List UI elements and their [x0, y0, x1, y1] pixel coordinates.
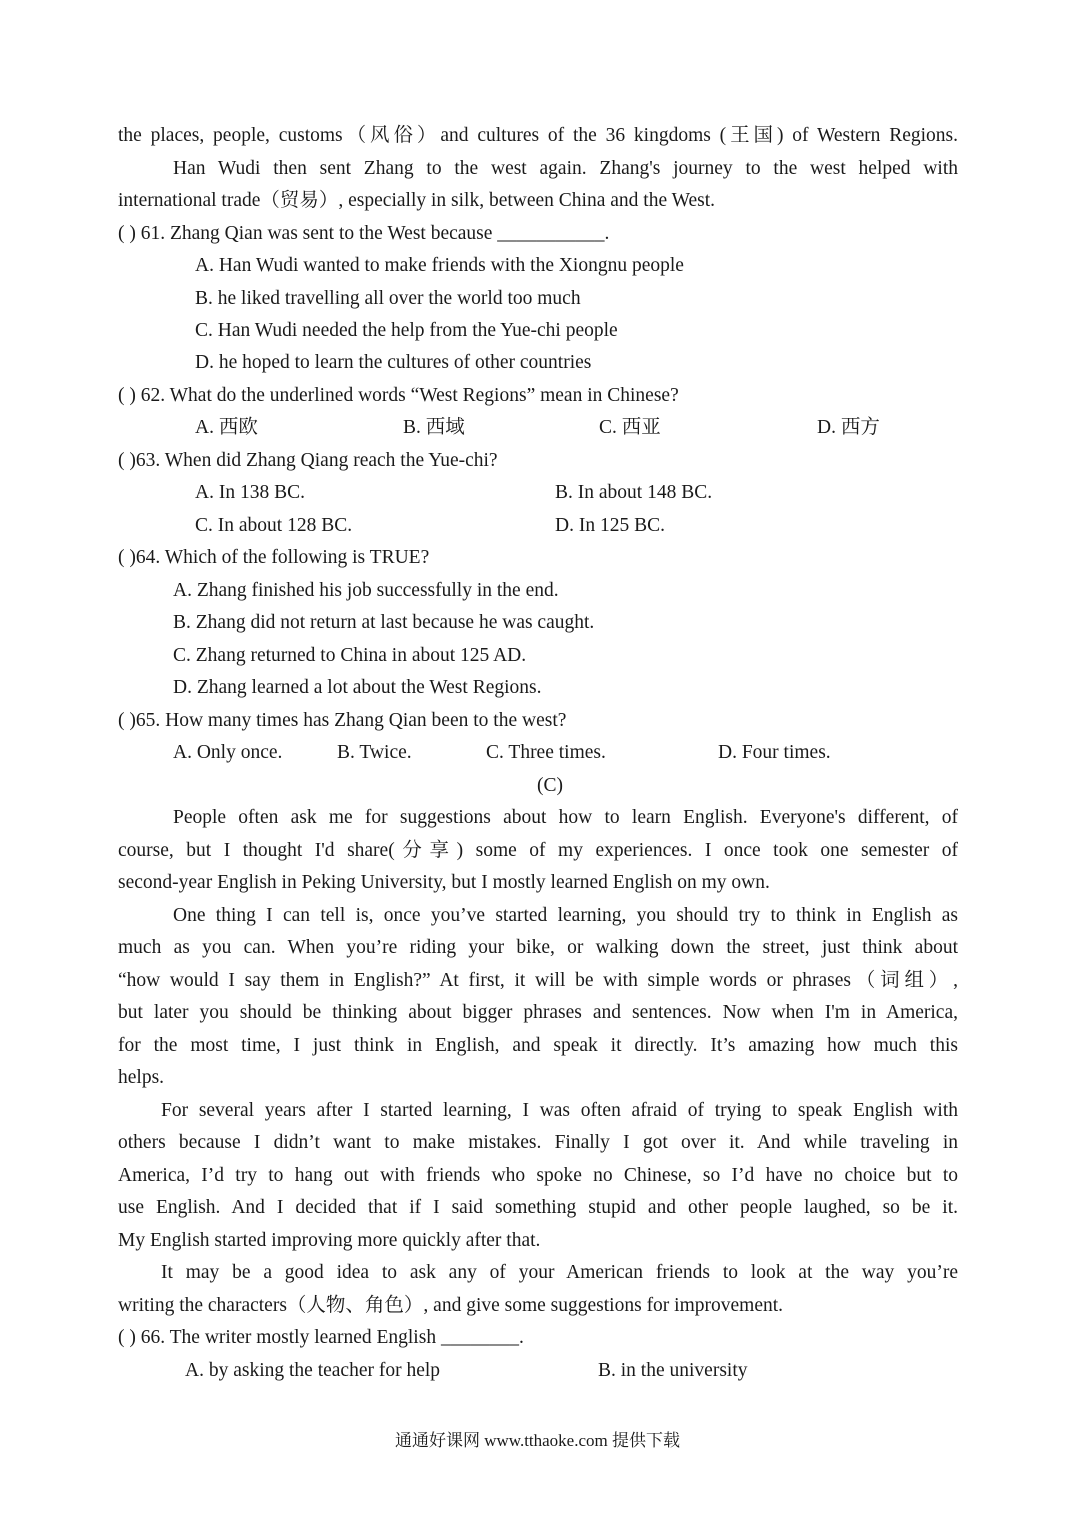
passage-line: helps. — [118, 1067, 165, 1088]
answer-option: D. Zhang learned a lot about the West Regions. — [173, 677, 542, 698]
answer-option: C. Han Wudi needed the help from the Yue-chi people — [195, 320, 618, 341]
passage-line: writing the characters（人物、角色）, and give some suggestions for improvement. — [118, 1295, 784, 1316]
passage-line: For several years after I started learning, I was often afraid of trying to speak English with — [161, 1100, 958, 1121]
passage-line: course, but I thought I'd share(分享) some of my experiences. I once took one semester of — [118, 840, 958, 861]
section-heading: (C) — [537, 775, 563, 796]
answer-option: C. Three times. — [486, 742, 606, 763]
passage-line: One thing I can tell is, once you’ve started learning, you should try to think in English as — [173, 905, 958, 926]
passage-line: but later you should be thinking about bigger phrases and sentences. Now when I'm in America, — [118, 1002, 958, 1023]
passage-line: “how would I say them in English?” At first, it will be with simple words or phrases（词组）, — [118, 970, 958, 991]
page-footer: 通通好课网 www.tthaoke.com 提供下载 — [394, 1431, 681, 1450]
answer-option: B. In about 148 BC. — [555, 482, 713, 503]
answer-option: A. Han Wudi wanted to make friends with the Xiongnu people — [195, 255, 684, 276]
question-stem: ( ) 62. What do the underlined words “West Regions” mean in Chinese? — [118, 385, 679, 406]
answer-option: B. 西域 — [403, 417, 465, 438]
passage-line: others because I didn’t want to make mistakes. Finally I got over it. And while traveling in — [118, 1132, 958, 1153]
answer-option: B. he liked travelling all over the world too much — [195, 288, 581, 309]
answer-option: A. Zhang finished his job successfully in the end. — [173, 580, 559, 601]
answer-option: C. 西亚 — [599, 417, 661, 438]
question-stem: ( )63. When did Zhang Qiang reach the Yue-chi? — [118, 450, 498, 471]
answer-option: B. Zhang did not return at last because he was caught. — [173, 612, 595, 633]
passage-line: America, I’d try to hang out with friends who spoke no Chinese, so I’d have no choice but to — [118, 1165, 958, 1186]
passage-line: international trade（贸易）, especially in silk, between China and the West. — [118, 190, 715, 211]
passage-line: second-year English in Peking University, but I mostly learned English on my own. — [118, 872, 770, 893]
answer-option: B. Twice. — [337, 742, 412, 763]
answer-option: A. In 138 BC. — [195, 482, 305, 503]
question-stem: ( ) 61. Zhang Qian was sent to the West because ___________. — [118, 223, 610, 244]
answer-option: D. he hoped to learn the cultures of other countries — [195, 352, 592, 373]
passage-line: for the most time, I just think in English, and speak it directly. It’s amazing how much this — [118, 1035, 958, 1056]
passage-line: much as you can. When you’re riding your bike, or walking down the street, just think about — [118, 937, 958, 958]
passage-line: Han Wudi then sent Zhang to the west again. Zhang's journey to the west helped with — [173, 158, 958, 179]
answer-option: A. by asking the teacher for help — [185, 1360, 441, 1381]
question-stem: ( ) 66. The writer mostly learned English ________. — [118, 1327, 524, 1348]
answer-option: D. 西方 — [817, 417, 880, 438]
question-stem: ( )65. How many times has Zhang Qian been to the west? — [118, 710, 567, 731]
answer-option: D. Four times. — [718, 742, 831, 763]
passage-line: It may be a good idea to ask any of your American friends to look at the way you’re — [161, 1262, 958, 1283]
passage-line: People often ask me for suggestions about how to learn English. Everyone's different, of — [173, 807, 958, 828]
passage-line: My English started improving more quickly after that. — [118, 1230, 541, 1251]
answer-option: A. Only once. — [173, 742, 283, 763]
answer-option: A. 西欧 — [195, 417, 258, 438]
question-stem: ( )64. Which of the following is TRUE? — [118, 547, 430, 568]
passage-line: use English. And I decided that if I said something stupid and other people laughed, so be it. — [118, 1197, 958, 1218]
answer-option: B. in the university — [598, 1360, 748, 1381]
passage-line: the places, people, customs（风俗）and cultures of the 36 kingdoms (王国) of Western Regions. — [118, 125, 958, 146]
answer-option: C. In about 128 BC. — [195, 515, 353, 536]
answer-option: C. Zhang returned to China in about 125 AD. — [173, 645, 527, 666]
answer-option: D. In 125 BC. — [555, 515, 665, 536]
